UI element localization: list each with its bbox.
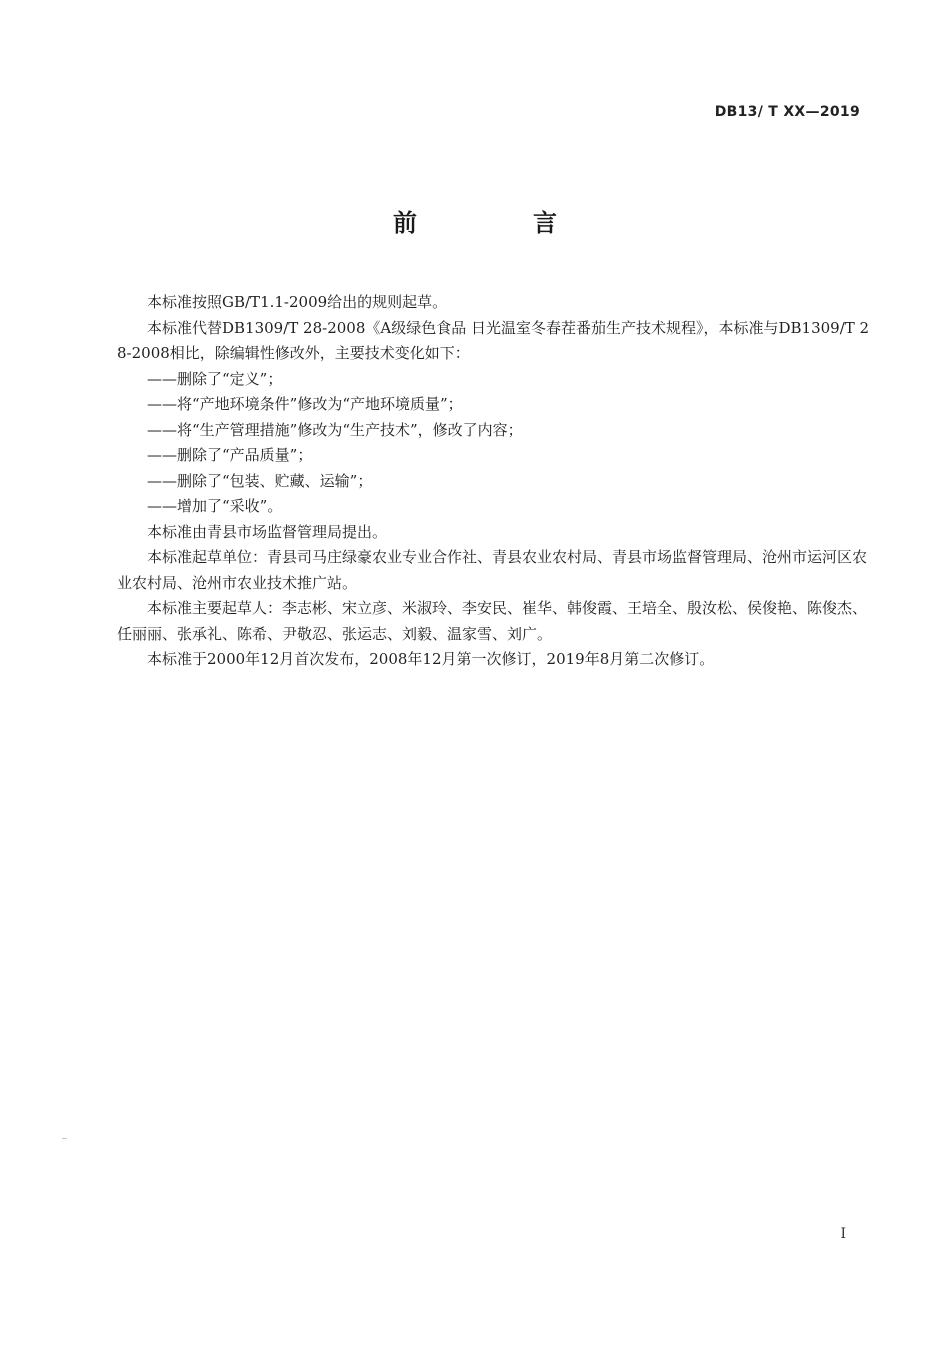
change-item: ——删除了“包装、贮藏、运输”；: [147, 471, 373, 490]
page-title: 前 言: [393, 209, 603, 237]
paragraph-revision-history: 本标准于2000年12月首次发布，2008年12月第一次修订，2019年8月第二次修订。: [147, 650, 715, 668]
change-item: ——删除了“定义”；: [147, 369, 283, 388]
page-number: I: [840, 1226, 846, 1242]
scan-speck: [62, 1138, 67, 1139]
paragraph-drafting-units: 本标准起草单位：青县司马庄绿豪农业专业合作社、青县农业农村局、青县市场监督管理局、沧州市运河区农业农村局、沧州市农业技术推广站。: [117, 548, 868, 592]
paragraph-drafters: 本标准主要起草人：李志彬、宋立彦、米淑玲、李安民、崔华、韩俊霞、王培全、殷汝松、侯俊艳、陈俊杰、任丽丽、张承礼、陈希、尹敬忍、张运志、刘毅、温家雪、刘广。: [117, 599, 868, 643]
foreword-body: [117, 290, 877, 673]
change-item: ——将“产地环境条件”修改为“产地环境质量”；: [147, 395, 463, 413]
paragraph-proposer: 本标准由青县市场监督管理局提出。: [147, 522, 388, 541]
paragraph-replacement: 本标准代替DB1309/T 28-2008《A级绿色食品 日光温室冬春茬番茄生产技术规程》，本标准与DB1309/T 28-2008相比，除编辑性修改外，主要技术变化如下：: [117, 318, 870, 362]
paragraph-drafting-rules: 本标准按照GB/T1.1-2009给出的规则起草。: [147, 293, 448, 311]
standard-code: DB13/ T XX—2019: [714, 104, 860, 120]
change-item: ——删除了“产品质量”；: [147, 446, 313, 464]
change-item: ——增加了“采收”。: [147, 497, 283, 515]
change-item: ——将“生产管理措施”修改为“生产技术”，修改了内容；: [147, 420, 523, 439]
